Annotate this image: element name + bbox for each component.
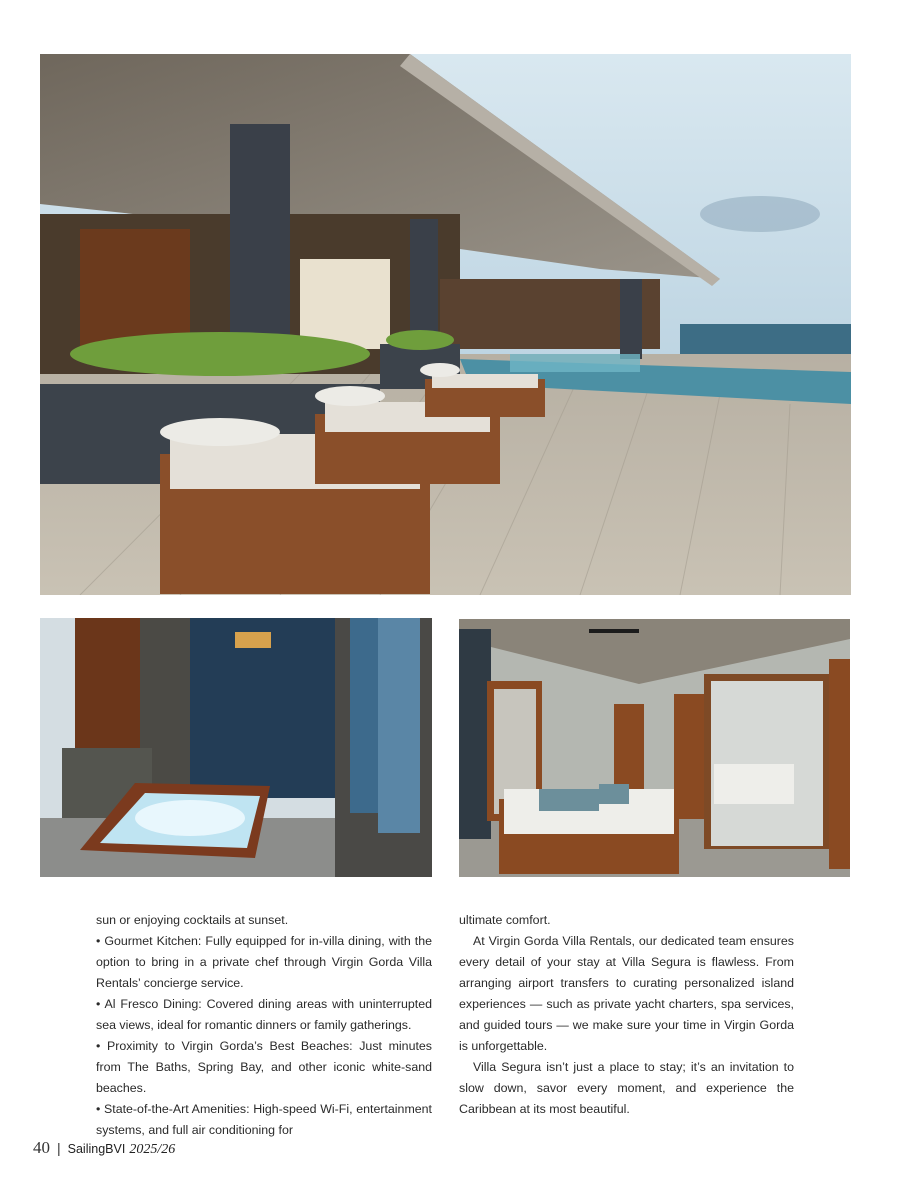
page-number: 40 [33,1138,50,1157]
outdoor-bath-photo [40,618,432,877]
left-paragraph-5: • State-of-the-Art Amenities: High-speed Wi-Fi, entertainment systems, and full air conditioning for [96,1102,432,1137]
page-footer [33,1138,175,1158]
left-text-column [96,910,432,1141]
right-paragraph-2: At Virgin Gorda Villa Rentals, our dedicated team ensures every detail of your stay at Villa Segura is flawless. From arranging airport transfers to curating personalized island experiences — such as private yacht charters, spa services, and guided tours — we make sure your time in Virgin Gorda is unforgettable. [459,934,794,1053]
left-paragraph-1: sun or enjoying cocktails at sunset. [96,913,289,927]
left-paragraph-2: • Gourmet Kitchen: Fully equipped for in-villa dining, with the option to bring in a private chef through Virgin Gorda Villa Rentals’ concierge service. [96,934,432,990]
right-paragraph-3: Villa Segura isn’t just a place to stay; it’s an invitation to slow down, savor every moment, and experience the Caribbean at its most beautiful. [459,1060,794,1116]
magazine-name: SailingBVI [67,1142,126,1156]
left-paragraph-3: • Al Fresco Dining: Covered dining areas with uninterrupted sea views, ideal for romantic dinners or family gatherings. [96,997,432,1032]
villa-terrace-photo [40,54,851,595]
footer-separator: | [57,1140,61,1156]
issue-year: 2025/26 [129,1142,176,1157]
veranda-daybed-photo [459,619,850,877]
right-paragraph-1: ultimate comfort. [459,913,551,927]
right-text-column [459,910,794,1120]
left-paragraph-4: • Proximity to Virgin Gorda’s Best Beaches: Just minutes from The Baths, Spring Bay, and other iconic white-sand beaches. [96,1039,432,1095]
